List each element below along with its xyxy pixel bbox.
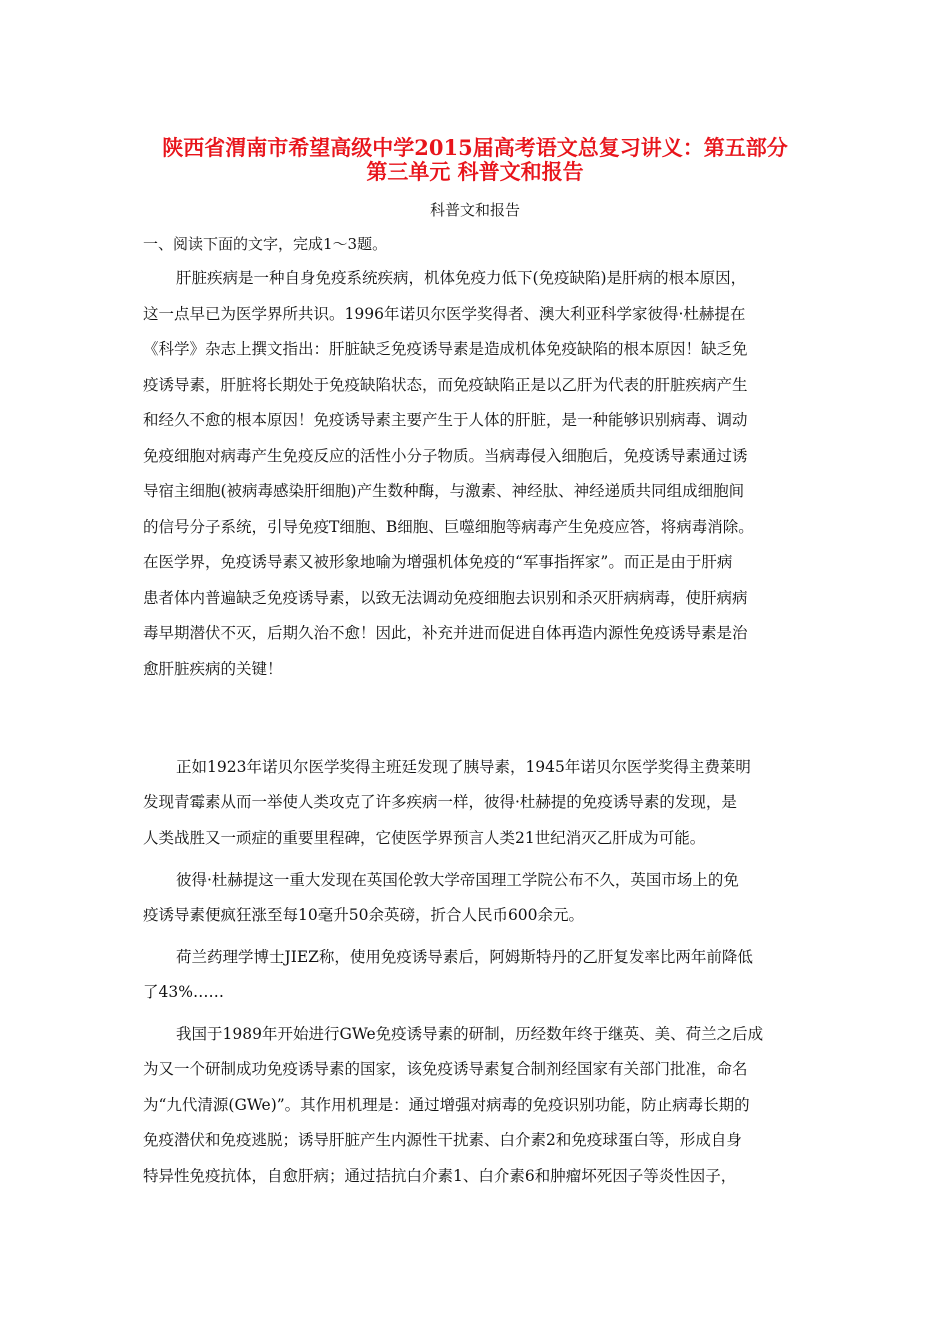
paragraph-1-line-7: 导宿主细胞(被病毒感染肝细胞)产生数种酶，与激素、神经肽、神经递质共同组成细胞间 [143,482,745,500]
paragraph-1-line-3: 《科学》杂志上撰文指出：肝脏缺乏免疫诱导素是造成机体免疫缺陷的根本原因！缺乏免 [143,340,748,358]
paragraph-1-line-10: 患者体内普遍缺乏免疫诱导素，以致无法调动免疫细胞去识别和杀灭肝病病毒，使肝病病 [143,589,748,607]
paragraph-1-line-6: 免疫细胞对病毒产生免疫反应的活性小分子物质。当病毒侵入细胞后，免疫诱导素通过诱 [143,447,748,465]
paragraph-1-line-2: 这一点早已为医学界所共识。1996年诺贝尔医学奖得者、澳大利亚科学家彼得·杜赫提在 [143,305,746,323]
paragraph-3-line-2: 疫诱导素便疯狂涨至每10毫升50余英磅，折合人民币600余元。 [143,906,585,924]
section-intro: 一、阅读下面的文字，完成1～3题。 [143,235,388,253]
paragraph-5-line-4: 免疫潜伏和免疫逃脱；诱导肝脏产生内源性干扰素、白介素2和免疫球蛋白等，形成自身 [143,1131,742,1149]
paragraph-1-line-4: 疫诱导素，肝脏将长期处于免疫缺陷状态，而免疫缺陷正是以乙肝为代表的肝脏疾病产生 [143,376,748,394]
document-title-line-2: 第三单元 科普文和报告 [366,159,584,184]
paragraph-5-line-3: 为“九代清源(GWe)”。其作用机理是：通过增强对病毒的免疫识别功能，防止病毒长期的 [143,1096,750,1114]
paragraph-5-line-5: 特异性免疫抗体，自愈肝病；通过拮抗白介素1、白介素6和肿瘤坏死因子等炎性因子， [143,1167,737,1185]
paragraph-1-line-8: 的信号分子系统，引导免疫T细胞、B细胞、巨噬细胞等病毒产生免疫应答，将病毒消除。 [143,518,754,536]
paragraph-5-line-1: 我国于1989年开始进行GWe免疫诱导素的研制，历经数年终于继英、美、荷兰之后成 [176,1025,764,1043]
paragraph-4-line-1: 荷兰药理学博士JIEZ称，使用免疫诱导素后，阿姆斯特丹的乙肝复发率比两年前降低 [176,948,753,966]
paragraph-1-line-12: 愈肝脏疾病的关键！ [143,660,283,678]
paragraph-3-line-1: 彼得·杜赫提这一重大发现在英国伦敦大学帝国理工学院公布不久，英国市场上的免 [176,871,739,889]
paragraph-1-line-11: 毒早期潜伏不灭，后期久治不愈！因此，补充并进而促进自体再造内源性免疫诱导素是治 [143,624,748,642]
paragraph-2-line-1: 正如1923年诺贝尔医学奖得主班廷发现了胰导素，1945年诺贝尔医学奖得主费莱明 [176,758,751,776]
paragraph-1-line-9: 在医学界，免疫诱导素又被形象地喻为增强机体免疫的“军事指挥家”。而正是由于肝病 [143,553,733,571]
document-subtitle: 科普文和报告 [429,201,520,219]
paragraph-5-line-2: 为又一个研制成功免疫诱导素的国家，该免疫诱导素复合制剂经国家有关部门批准，命名 [143,1060,748,1078]
paragraph-1-line-5: 和经久不愈的根本原因！免疫诱导素主要产生于人体的肝脏，是一种能够识别病毒、调动 [143,411,748,429]
paragraph-2-line-3: 人类战胜又一顽症的重要里程碑，它使医学界预言人类21世纪消灭乙肝成为可能。 [143,829,706,847]
document-title-line-1: 陕西省渭南市希望高级中学2015届高考语文总复习讲义：第五部分 [162,135,788,160]
paragraph-2-line-2: 发现青霉素从而一举使人类攻克了许多疾病一样，彼得·杜赫提的免疫诱导素的发现，是 [143,793,737,811]
paragraph-1-line-1: 肝脏疾病是一种自身免疫系统疾病，机体免疫力低下(免疫缺陷)是肝病的根本原因， [176,269,747,287]
paragraph-4-line-2: 了43%…… [143,983,224,1001]
